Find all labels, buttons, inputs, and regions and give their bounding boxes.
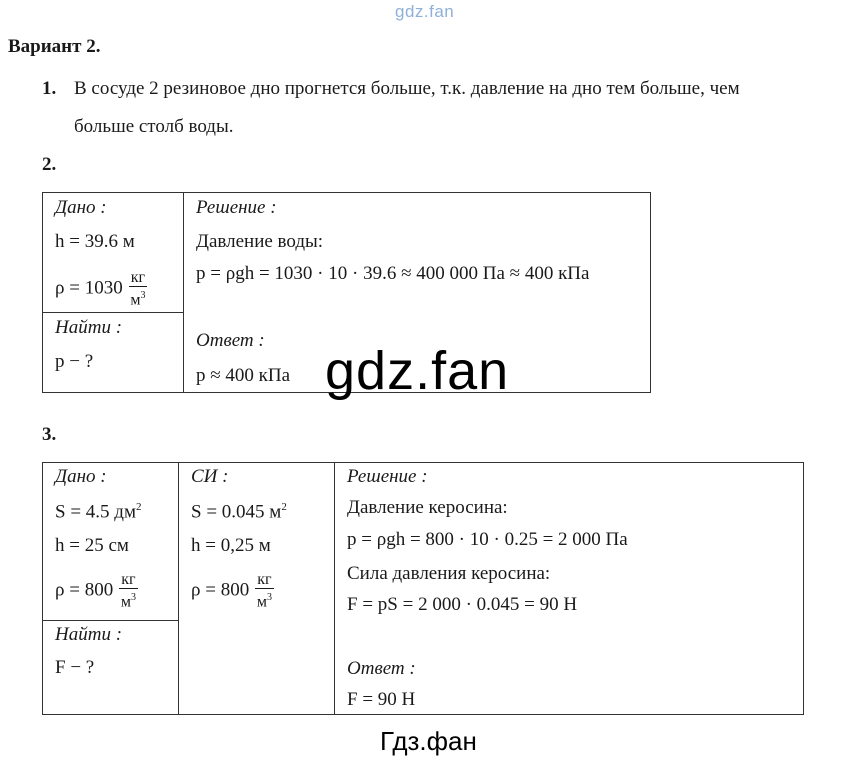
task2-answer-value: p ≈ 400 кПа [196, 365, 291, 386]
task2-solution-formula: p = ρgh = 1030 · 10 · 39.6 ≈ 400 000 Па ≈ 400 кПа [196, 263, 590, 284]
task3-si-h: h = 0,25 м [191, 535, 271, 556]
task2-given-cell [43, 193, 184, 313]
task3-solution-cell [335, 463, 804, 715]
watermark-top: gdz.fan [395, 2, 455, 21]
task2-find-cell [43, 313, 184, 393]
task1-text-line1: В сосуде 2 резиновое дно прогнется больше, т.к. давление на дно тем больше, чем [74, 78, 740, 99]
task3-answer-label: Ответ : [347, 658, 416, 679]
task3-si-rho [191, 571, 274, 611]
task3-unit-denominator: $м^3$ [120, 592, 136, 611]
task3-solution-line1: Давление керосина: [347, 497, 508, 518]
task1-text-line2: больше столб воды. [74, 116, 234, 137]
task3-si-unit-denominator: $м^3$ [256, 592, 272, 611]
watermark-bottom: Гдз.фан [380, 726, 477, 756]
task2-unit-denominator: $м^3$ [130, 290, 146, 309]
task3-given-rho-value: ρ = 800 [55, 579, 114, 601]
task3-answer-value: F = 90 Н [347, 689, 416, 710]
task2-find-label: Найти : [55, 317, 123, 338]
task3-given-h: h = 25 см [55, 535, 129, 556]
task3-si-S: S = 0.045 $м^2$ [191, 501, 287, 523]
task2-solution-label: Решение : [196, 197, 277, 218]
task3-find-value: F − ? [55, 657, 95, 678]
task3-solution-line3: Сила давления керосина: [347, 563, 551, 584]
task3-given-S: S = 4.5 $дм^2$ [55, 501, 142, 523]
task3-si-label: СИ : [191, 466, 229, 487]
task3-given-rho [55, 571, 138, 611]
task3-si-cell [179, 463, 335, 715]
task2-number: 2. [42, 154, 57, 175]
task2-given-h: h = 39.6 м [55, 231, 135, 252]
task3-solution-formula2: F = pS = 2 000 · 0.045 = 90 Н [347, 594, 578, 615]
task3-density-unit [119, 571, 137, 611]
task2-density-unit [129, 269, 147, 309]
task3-solution-label: Решение : [347, 466, 428, 487]
task2-solution-line1: Давление воды: [196, 231, 324, 252]
task2-given-label: Дано : [55, 197, 107, 218]
task2-given-rho-value: ρ = 1030 [55, 277, 123, 299]
task3-solution-formula1: p = ρgh = 800 · 10 · 0.25 = 2 000 Па [347, 529, 628, 550]
task3-unit-numerator: кг [121, 571, 136, 588]
task3-number: 3. [42, 424, 57, 445]
variant-title: Вариант 2. [8, 36, 101, 57]
watermark-large: gdz.fan [325, 341, 510, 401]
task3-si-rho-value: ρ = 800 [191, 579, 250, 601]
task3-find-label: Найти : [55, 624, 123, 645]
task1-number: 1. [42, 78, 57, 99]
task3-given-label: Дано : [55, 466, 107, 487]
task3-si-unit-numerator: кг [257, 571, 272, 588]
task2-find-value: p − ? [55, 351, 94, 372]
task2-unit-numerator: кг [130, 269, 146, 286]
task3-table [42, 462, 804, 715]
task3-find-cell [43, 621, 179, 715]
task3-si-density-unit [255, 571, 273, 611]
task2-given-rho [55, 269, 147, 309]
task3-given-cell [43, 463, 179, 621]
task2-answer-label: Ответ : [196, 330, 265, 351]
